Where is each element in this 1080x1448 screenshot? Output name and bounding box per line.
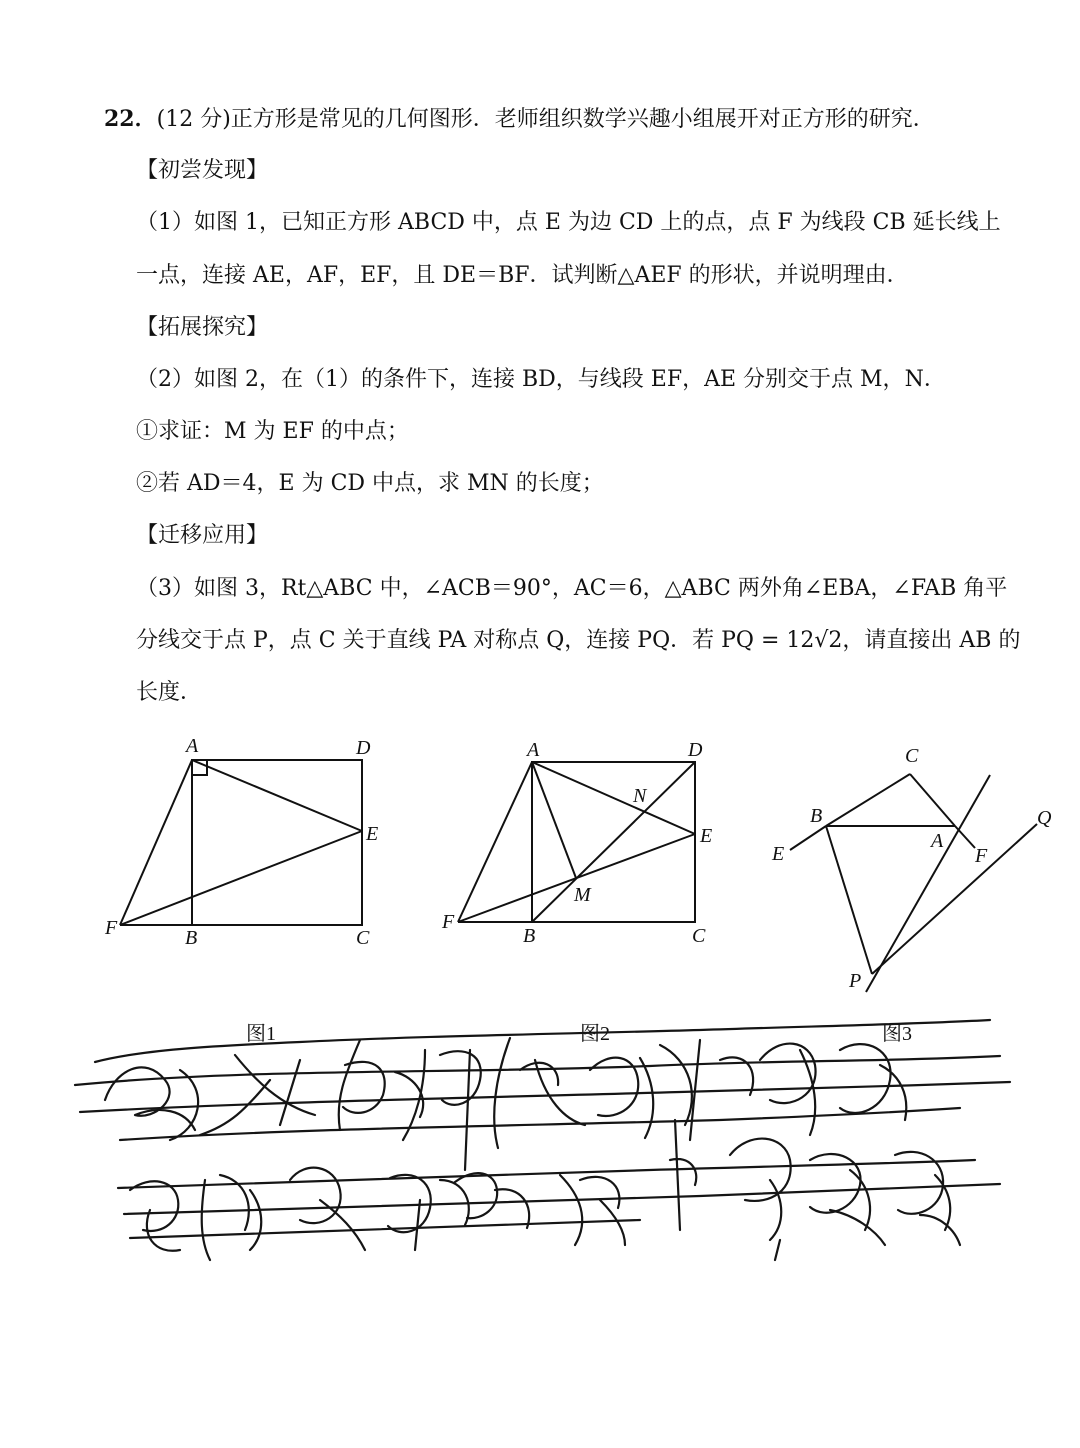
fig3-segment-bc: [826, 774, 910, 826]
problem-header: (12 分)正方形是常见的几何图形．老师组织数学兴趣小组展开对正方形的研究．: [156, 107, 935, 132]
fig1-caption: 图1: [246, 1023, 276, 1045]
part1-text-line1: （1）如图 1，已知正方形 ABCD 中，点 E 为边 CD 上的点，点 F 为线段 CB 延长线上: [136, 210, 1001, 235]
fig3-label-f: F: [975, 845, 988, 867]
fig2-label-f: F: [442, 911, 455, 933]
fig3-label-q: Q: [1037, 807, 1052, 829]
fig2-label-a: A: [527, 739, 540, 761]
fig2-label-m: M: [574, 884, 591, 906]
fig3-label-a: A: [931, 830, 944, 852]
fig1-label-f: F: [105, 917, 118, 939]
fig3-label-e: E: [772, 843, 785, 865]
fig3-ray-be: [790, 826, 826, 850]
fig2-label-n: N: [633, 785, 647, 807]
fig1-square: [192, 760, 362, 925]
fig1-label-c: C: [356, 927, 370, 949]
fig3-segment-bp: [826, 826, 872, 974]
figure-3: [790, 774, 1037, 992]
fig3-label-c: C: [905, 745, 919, 767]
part3-text-line1: （3）如图 3，Rt△ABC 中，∠ACB＝90°，AC＝6，△ABC 两外角∠EBA，∠FAB 角平: [136, 576, 1008, 601]
fig2-label-c: C: [692, 925, 706, 947]
fig2-label-b: B: [523, 925, 536, 947]
handwriting-scribble: [75, 1020, 1010, 1260]
fig1-label-a: A: [186, 735, 199, 757]
part2-intro: （2）如图 2，在（1）的条件下，连接 BD，与线段 EF，AE 分别交于点 M，N．: [136, 367, 946, 392]
fig3-segment-ca: [910, 774, 955, 826]
part3-text-line2: 分线交于点 P，点 C 关于直线 PA 对称点 Q，连接 PQ．若 PQ = 12√2，请直接出 AB 的: [136, 628, 1021, 653]
fig2-label-e: E: [700, 825, 713, 847]
fig1-label-e: E: [366, 823, 379, 845]
part2-sub1: ①求证：M 为 EF 的中点；: [136, 419, 409, 444]
fig3-caption: 图3: [882, 1023, 912, 1045]
fig2-segment-ae: [532, 762, 695, 834]
fig1-label-b: B: [185, 927, 198, 949]
fig1-segment-ef: [120, 831, 362, 925]
fig3-label-b: B: [810, 805, 823, 827]
fig1-segment-ae: [192, 760, 362, 831]
problem-number: 22．: [104, 106, 157, 132]
section-title-discovery: 【初尝发现】: [136, 158, 269, 183]
part3-text-line3: 长度．: [136, 680, 203, 705]
section-title-explore: 【拓展探究】: [136, 315, 269, 340]
part2-sub2: ②若 AD＝4，E 为 CD 中点，求 MN 的长度；: [136, 471, 604, 496]
part1-text-line2: 一点，连接 AE，AF，EF，且 DE＝BF．试判断△AEF 的形状，并说明理由．: [136, 263, 909, 288]
section-title-apply: 【迁移应用】: [136, 523, 269, 548]
fig2-segment-bd: [532, 762, 695, 922]
fig2-label-d: D: [688, 739, 703, 761]
figure-1: [120, 760, 362, 925]
fig2-caption: 图2: [580, 1023, 610, 1045]
fig3-label-p: P: [849, 970, 862, 992]
fig3-segment-pq: [872, 824, 1037, 974]
fig1-label-d: D: [356, 737, 371, 759]
